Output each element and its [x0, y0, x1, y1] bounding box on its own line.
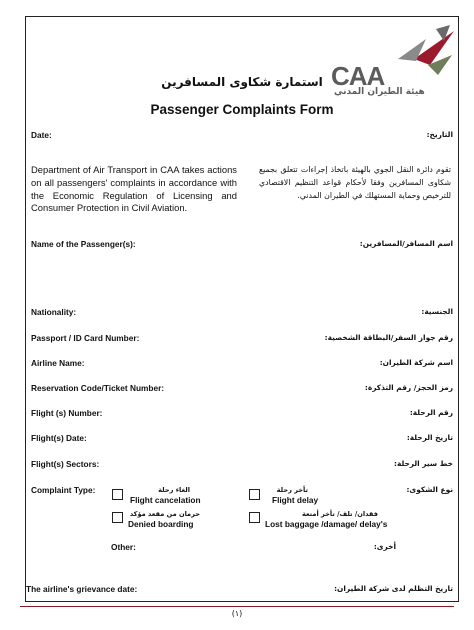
other-label: Other: — [111, 542, 136, 552]
passport-label-arabic: رقم جواز السفر/البطاقة الشخصية: — [324, 333, 453, 342]
form-page — [25, 16, 459, 602]
airline-label-arabic: اسم شركة الطيران: — [379, 358, 453, 367]
denied-boarding-checkbox[interactable] — [112, 512, 123, 523]
reservation-label-arabic: رمز الحجز/ رقم التذكرة: — [364, 383, 453, 392]
date-label: Date: — [31, 130, 52, 140]
flight-delay-checkbox[interactable] — [249, 489, 260, 500]
lost-baggage-checkbox[interactable] — [249, 512, 260, 523]
flight-number-label-arabic: رقم الرحلة: — [409, 408, 453, 417]
footer-divider — [20, 606, 454, 607]
grievance-date-label: The airline's grievance date: — [26, 584, 138, 594]
lost-baggage-arabic: فقدان/ تلف/ تأخر أمتعة — [301, 510, 378, 518]
airline-label: Airline Name: — [31, 358, 85, 368]
form-title-arabic: استمارة شكاوى المسافرين — [161, 75, 323, 89]
complaint-type-label: Complaint Type: — [31, 485, 96, 495]
date-label-arabic: التاريخ: — [426, 130, 453, 139]
nationality-label-arabic: الجنسية: — [421, 307, 453, 316]
intro-arabic: تقوم دائرة النقل الجوي بالهيئة باتخاذ إجراءات تتعلق بجميع شكاوى المسافرين وفقا لأحكام قواعد التنظيم الاقتصادي للترخيص وحماية المستهلك في الطيران المدني. — [259, 165, 451, 200]
logo-arabic-name: هيئة الطيران المدني — [334, 87, 425, 97]
sectors-label-arabic: خط سير الرحلة: — [394, 459, 453, 468]
passenger-name-label: Name of the Passenger(s): — [31, 239, 136, 249]
other-label-arabic: أخرى: — [373, 542, 396, 551]
sectors-label: Flight(s) Sectors: — [31, 459, 100, 469]
logo-abbr: CAA — [331, 61, 385, 91]
flight-cancelation-checkbox[interactable] — [112, 489, 123, 500]
form-title-english: Passenger Complaints Form — [150, 102, 334, 117]
denied-boarding-label: Denied boarding — [128, 519, 194, 529]
flight-date-label: Flight(s) Date: — [31, 433, 87, 443]
flight-delay-arabic: تأخر رحلة — [276, 486, 308, 494]
flight-cancelation-label: Flight cancelation — [130, 495, 201, 505]
denied-boarding-arabic: حرمان من مقعد مؤكد — [129, 510, 200, 518]
complaint-type-label-arabic: نوع الشكوى: — [406, 485, 453, 494]
flight-delay-label: Flight delay — [272, 495, 319, 505]
passport-label: Passport / ID Card Number: — [31, 333, 140, 343]
flight-cancelation-arabic: الغاء رحلة — [158, 486, 190, 494]
page-number: (١) — [231, 609, 243, 618]
passenger-name-label-arabic: اسم المسافر/المسافرين: — [359, 239, 453, 248]
lost-baggage-label: Lost baggage /damage/ delay's — [265, 519, 388, 529]
flight-number-label: Flight (s) Number: — [31, 408, 103, 418]
reservation-label: Reservation Code/Ticket Number: — [31, 383, 165, 393]
nationality-label: Nationality: — [31, 307, 77, 317]
flight-date-label-arabic: تاريخ الرحلة: — [406, 433, 453, 442]
intro-english: Department of Air Transport in CAA takes actions on all passengers' complaints in accordance with the Economic Regulation of Licensing and Consumer Protection in Civil Aviation. — [31, 164, 237, 214]
grievance-date-label-arabic: تاريخ التظلم لدى شركة الطيران: — [334, 584, 453, 593]
